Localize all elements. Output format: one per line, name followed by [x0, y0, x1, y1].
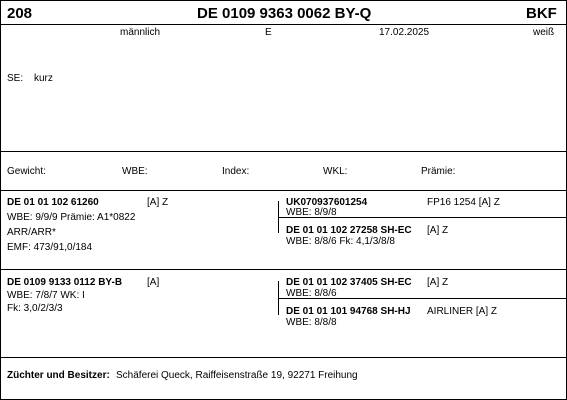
color-value: weiß [533, 27, 555, 38]
mf-wbe: WBE: 8/8/6 [286, 288, 337, 299]
fm-tags: [A] Z [427, 225, 449, 236]
fm-ring: DE 01 01 102 27258 SH-EC [286, 225, 412, 236]
ff-ring: UK070937601254 [286, 197, 368, 208]
mother-wbe: WBE: 7/8/7 WK: I [7, 290, 85, 301]
se-value: kurz [34, 73, 53, 84]
mm-wbe: WBE: 8/8/8 [286, 317, 337, 328]
father-genotype: ARR/ARR* [7, 227, 56, 238]
scores-top-divider [1, 151, 566, 152]
father-wbe: WBE: 9/9/9 Prämie: A1*0822 [7, 212, 136, 223]
gewicht-label: Gewicht: [7, 166, 46, 177]
mother-tags: [A] [147, 277, 160, 288]
mother-fk: Fk: 3,0/2/3/3 [7, 303, 63, 314]
mm-ring: DE 01 01 101 94768 SH-HJ [286, 306, 411, 317]
breed-code: BKF [526, 5, 557, 22]
ff-tags: FP16 1254 [A] Z [427, 197, 500, 208]
class-value: E [265, 27, 272, 38]
pedigree-middle-divider [1, 269, 566, 270]
breeder-value: Schäferei Queck, Raiffeisenstraße 19, 92271 Freihung [116, 370, 358, 381]
breeder-label: Züchter und Besitzer: [7, 370, 110, 381]
pedigree-top-divider [1, 190, 566, 191]
wkl-label: WKL: [323, 166, 348, 177]
se-label: SE: [7, 73, 24, 84]
praemie-label: Prämie: [421, 166, 456, 177]
sex-value: männlich [120, 27, 161, 38]
ff-wbe: WBE: 8/9/8 [286, 207, 337, 218]
mm-tags: AIRLINER [A] Z [427, 306, 498, 317]
birth-date: 17.02.2025 [379, 27, 430, 38]
mother-ring: DE 0109 9133 0112 BY-B [7, 277, 123, 288]
wbe-label: WBE: [122, 166, 148, 177]
animal-ring-number: DE 0109 9363 0062 BY-Q [197, 5, 372, 22]
index-label: Index: [222, 166, 250, 177]
footer-divider [1, 357, 566, 358]
header-divider [1, 24, 566, 25]
mf-tags: [A] Z [427, 277, 449, 288]
animal-number: 208 [7, 5, 33, 22]
fm-wbe: WBE: 8/8/6 Fk: 4,1/3/8/8 [286, 236, 395, 247]
father-ring: DE 01 01 102 61260 [7, 197, 99, 208]
father-tags: [A] Z [147, 197, 169, 208]
mf-ring: DE 01 01 102 37405 SH-EC [286, 277, 412, 288]
father-emf: EMF: 473/91,0/184 [7, 242, 93, 253]
